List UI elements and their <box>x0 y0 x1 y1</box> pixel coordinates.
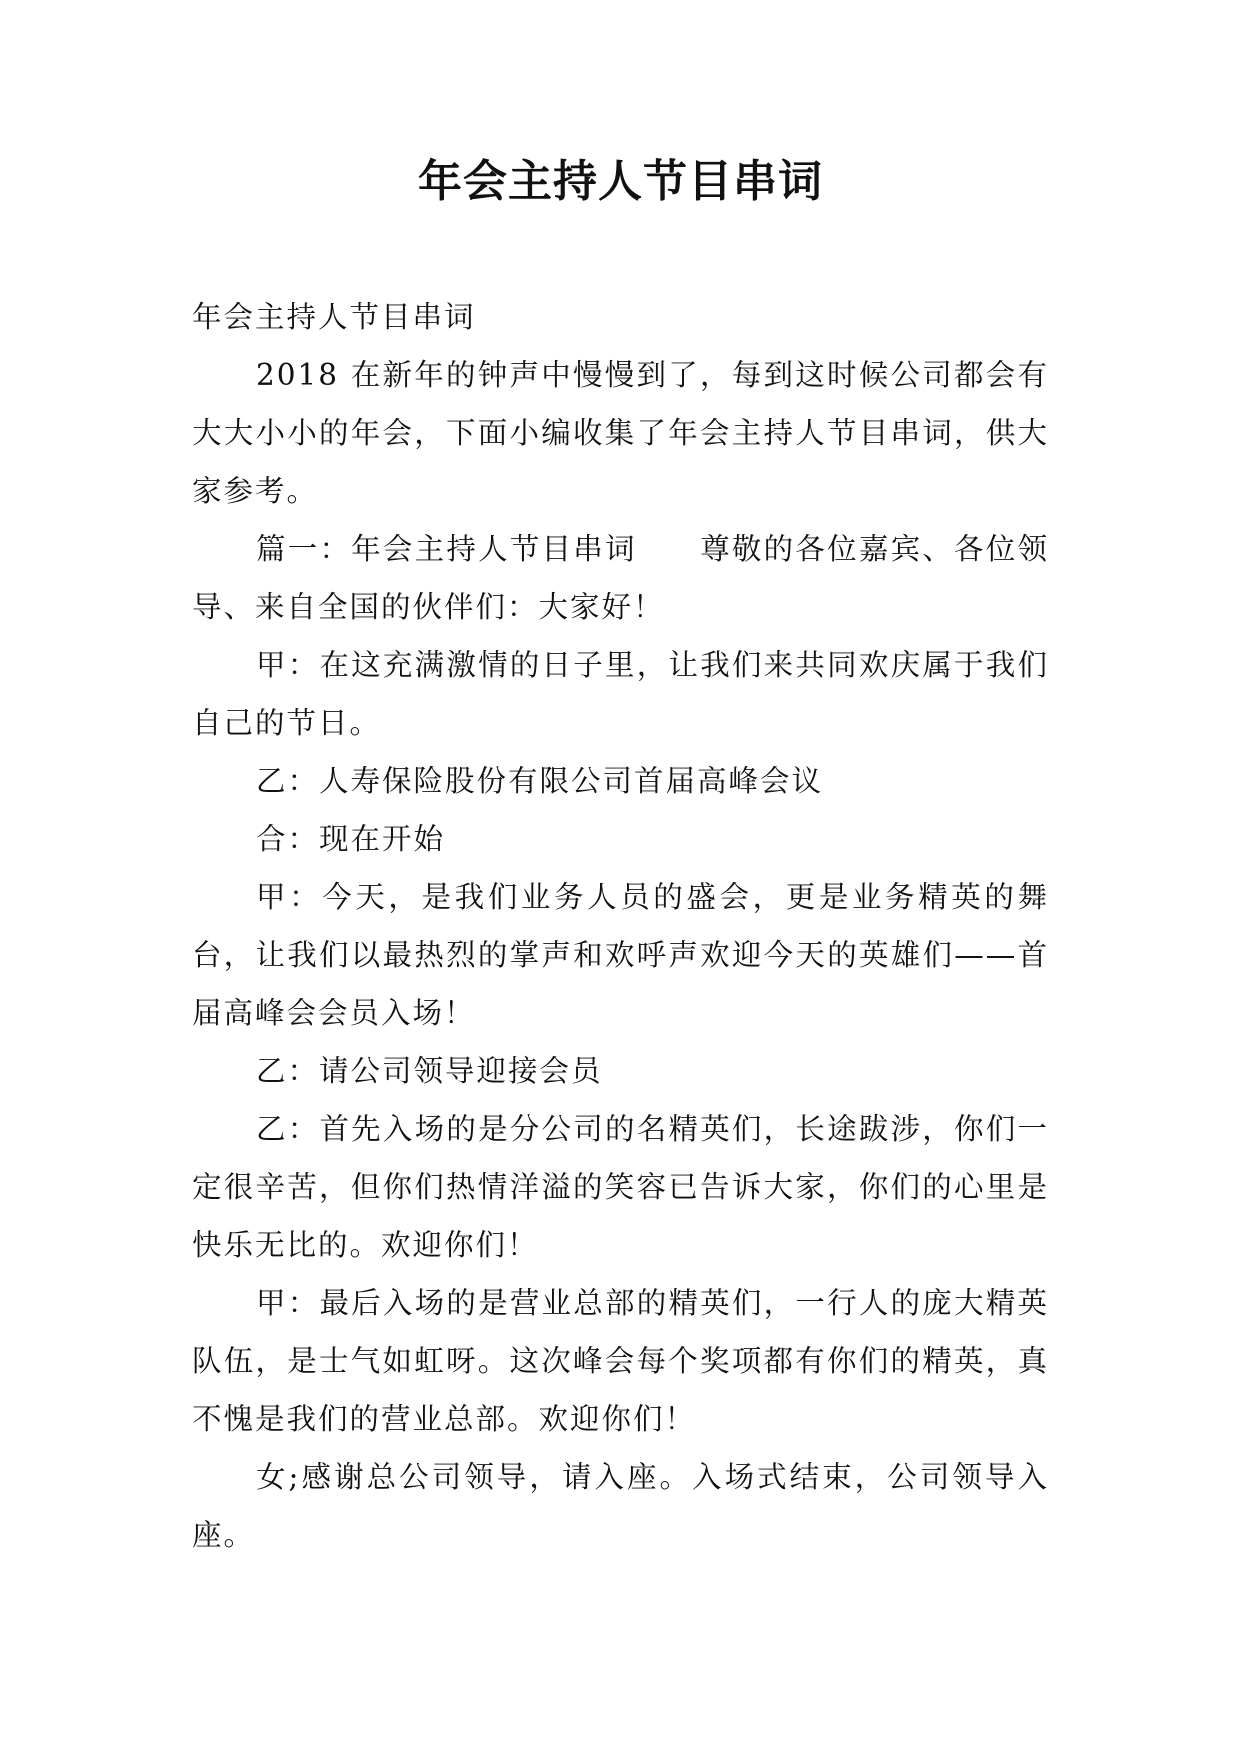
paragraph-line: 乙：人寿保险股份有限公司首届高峰会议 <box>256 764 824 798</box>
paragraph-line: 甲：最后入场的是营业总部的精英们，一行人的庞大精英队伍，是士气如虹呀。这次峰会每个奖项都有你们的精英，真不愧是我们的营业总部。欢迎你们！ <box>192 1286 1049 1436</box>
paragraph-line: 合：现在开始 <box>256 822 446 856</box>
paragraph-line: 甲：在这充满激情的日子里，让我们来共同欢庆属于我们自己的节日。 <box>192 648 1049 740</box>
paragraph-chapter-one: 篇一：年会主持人节目串词 尊敬的各位嘉宾、各位领导、来自全国的伙伴们：大家好！ <box>192 532 1049 624</box>
paragraph-line: 乙：请公司领导迎接会员 <box>256 1054 603 1088</box>
paragraph-heading: 年会主持人节目串词 <box>192 300 476 334</box>
paragraph-line: 女;感谢总公司领导，请入座。入场式结束，公司领导入座。 <box>192 1460 1049 1552</box>
paragraph-line: 乙：首先入场的是分公司的名精英们，长途跋涉，你们一定很辛苦，但你们热情洋溢的笑容已告诉大家，你们的心里是快乐无比的。欢迎你们！ <box>192 1112 1049 1262</box>
paragraph-line: 甲：今天，是我们业务人员的盛会，更是业务精英的舞台，让我们以最热烈的掌声和欢呼声欢迎今天的英雄们——首届高峰会会员入场！ <box>192 880 1049 1030</box>
document-title: 年会主持人节目串词 <box>418 156 823 207</box>
document-body <box>192 288 1049 1564</box>
paragraph-intro: 2018 在新年的钟声中慢慢到了，每到这时候公司都会有大大小小的年会，下面小编收集了年会主持人节目串词，供大家参考。 <box>192 358 1049 508</box>
